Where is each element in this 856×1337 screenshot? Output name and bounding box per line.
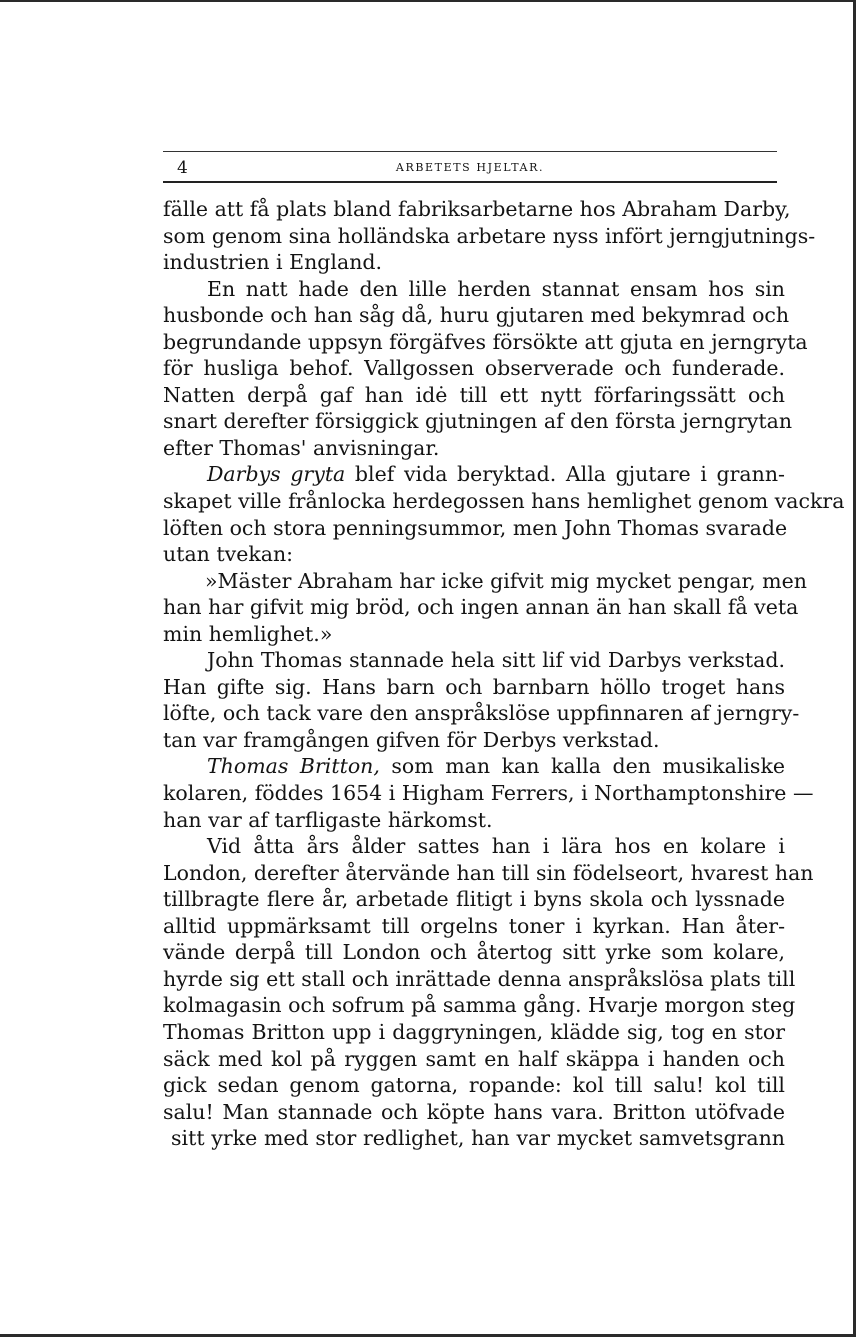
text-line: för husliga behof. Vallgossen observerade och funderade. <box>163 356 785 381</box>
text-line: John Thomas stannade hela sitt lif vid Darbys verkstad. <box>207 648 785 673</box>
text-line: löfte, och tack vare den anspråkslöse uppfinnaren af jerngry- <box>163 701 800 726</box>
text-line: Vid åtta års ålder sattes han i lära hos en kolare i <box>207 834 785 859</box>
text-line: kolmagasin och sofrum på samma gång. Hvarje morgon steg <box>163 993 796 1018</box>
text-line: hyrde sig ett stall och inrättade denna anspråkslösa plats till <box>163 966 796 991</box>
text-line-thomas <box>163 753 785 780</box>
text-line: Thomas Britton upp i daggryningen, klädde sig, tog en stor <box>163 1019 785 1044</box>
text-line: alltid uppmärksamt till orgelns toner i kyrkan. Han åter- <box>163 913 785 938</box>
running-title: ARBETETS HJELTAR. <box>395 161 545 174</box>
text-line-rest: blef vida beryktad. Alla gjutare i grann- <box>345 462 785 487</box>
header-rule-bottom <box>163 181 777 183</box>
text-line: utan tvekan: <box>163 542 294 567</box>
text-line: tillbragte flere år, arbetade flitigt i byns skola och lyssnade <box>163 887 785 912</box>
text-line: »Mäster Abraham har icke gifvit mig mycket pengar, men <box>205 568 807 593</box>
italic-darbys-gryta: Darbys gryta <box>207 462 346 487</box>
text-line: tan var framgången gifven för Derbys verkstad. <box>163 727 660 752</box>
header-rule-top <box>163 151 777 152</box>
text-line: löften och stora penningsummor, men John Thomas svarade <box>163 515 788 540</box>
text-line: gick sedan genom gatorna, ropande: kol till salu! kol till <box>163 1073 785 1098</box>
text-line: salu! Man stannade och köpte hans vara. Britton utöfvade <box>163 1099 785 1124</box>
body-text <box>163 196 845 1152</box>
text-line: En natt hade den lille herden stannat ensam hos sin <box>207 276 785 301</box>
text-line: vände derpå till London och återtog sitt yrke som kolare, <box>163 940 785 965</box>
text-line-rest: som man kan kalla den musikaliske <box>379 754 785 779</box>
text-line: säck med kol på ryggen samt en half skäppa i handen och <box>163 1046 785 1071</box>
text-line: han var af tarfligaste härkomst. <box>163 807 493 832</box>
text-line: min hemlighet.» <box>163 621 333 646</box>
text-line: skapet ville frånlocka herdegossen hans hemlighet genom vackra <box>163 489 845 514</box>
text-line: efter Thomas' anvisningar. <box>163 435 440 460</box>
text-line: Natten derpå gaf han idė till ett nytt förfaringssätt och <box>163 382 785 407</box>
text-line: husbonde och han såg då, huru gjutaren med bekymrad och <box>163 303 790 328</box>
text-line: som genom sina holländska arbetare nyss infört jerngjutnings- <box>163 223 816 248</box>
page-number: 4 <box>177 158 188 178</box>
text-line-darbys <box>163 461 785 488</box>
text-line: han har gifvit mig bröd, och ingen annan än han skall få veta <box>163 595 799 620</box>
text-line: sitt yrke med stor redlighet, han var mycket samvetsgrann <box>171 1126 785 1151</box>
text-line: begrundande uppsyn förgäfves försökte att gjuta en jerngryta <box>163 329 808 354</box>
italic-thomas-britton: Thomas Britton, <box>207 754 380 779</box>
text-line: snart derefter försiggick gjutningen af den första jerngrytan <box>163 409 793 434</box>
text-line: industrien i England. <box>163 250 383 275</box>
text-line: London, derefter återvände han till sin födelseort, hvarest han <box>163 860 814 885</box>
scan-edge-top <box>0 0 856 2</box>
text-line: fälle att få plats bland fabriksarbetarne hos Abraham Darby, <box>163 197 791 221</box>
text-line: Han gifte sig. Hans barn och barnbarn höllo troget hans <box>163 674 785 699</box>
text-line: kolaren, föddes 1654 i Higham Ferrers, i Northamptonshire — <box>163 781 814 806</box>
